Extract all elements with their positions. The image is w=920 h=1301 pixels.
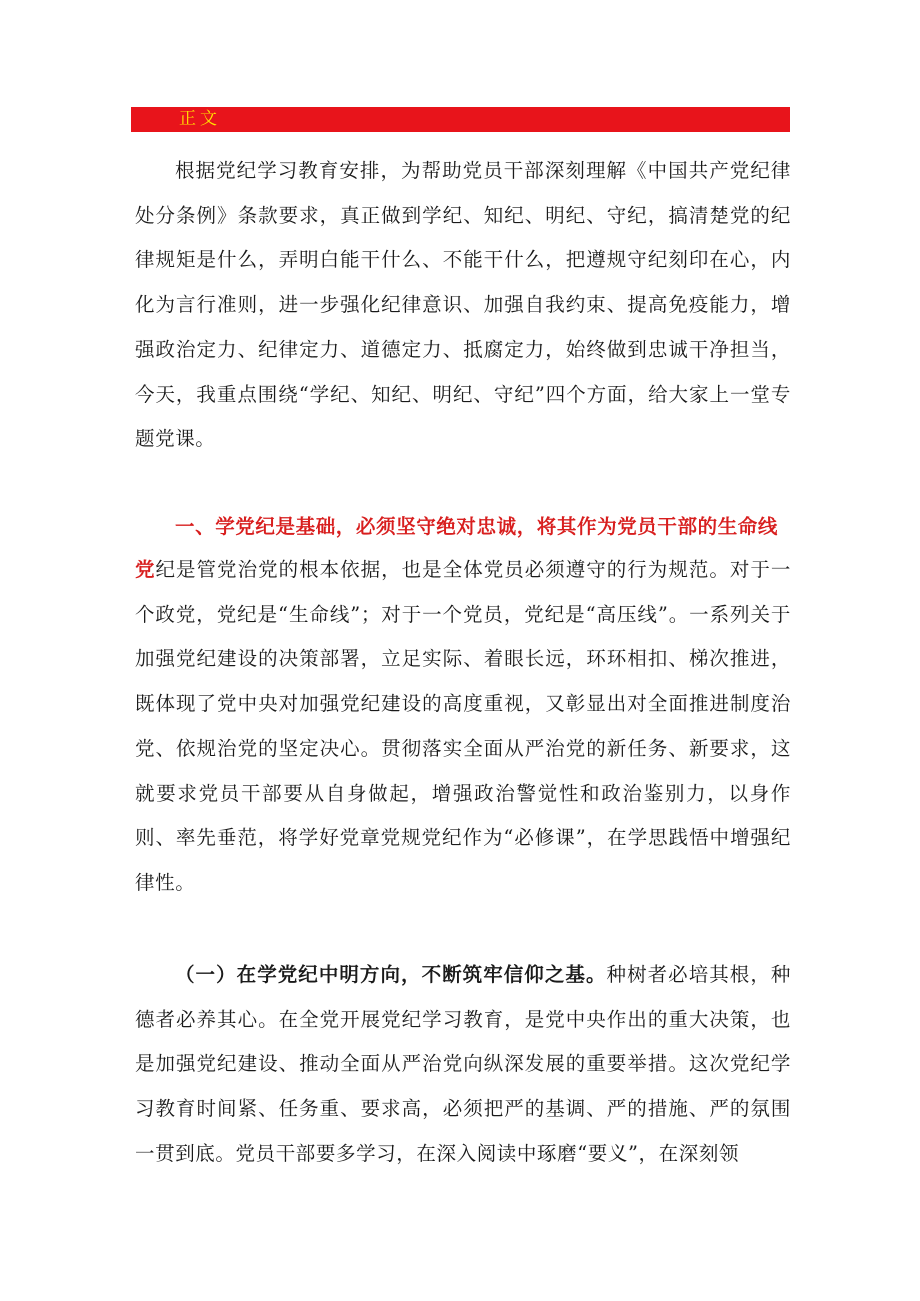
- subsection-heading: （一）在学党纪中明方向，不断筑牢信仰之基。: [175, 963, 607, 986]
- section-body-text: 纪是管党治党的根本依据，也是全体党员必须遵守的行为规范。对于一个政党，党纪是“生命线”；对于一个党员，党纪是“高压线”。一系列关于加强党纪建设的决策部署，立足实际、着眼长远，环环相扣、梯次推进，既体现了党中央对加强党纪建设的高度重视，又彰显出对全面推进制度治党、依规治党的坚定决心。贯彻落实全面从严治党的新任务、新要求，这就要求党员干部要从自身做起，增强政治警觉性和政治鉴别力，以身作则、率先垂范，将学好党章党规党纪作为“必修课”，在学思践悟中增强纪律性。: [135, 558, 791, 894]
- section-body-paragraph: [135, 548, 791, 906]
- subsection-paragraph: [135, 953, 791, 1177]
- subsection-body-text: 种树者必培其根，种德者必养其心。在全党开展党纪学习教育，是党中央作出的重大决策，也是加强党纪建设、推动全面从严治党向纵深发展的重要举措。这次党纪学习教育时间紧、任务重、要求高，必须把严的基调、严的措施、严的氛围一贯到底。党员干部要多学习，在深入阅读中琢磨“要义”，在深刻领: [135, 963, 791, 1165]
- section-heading: 一、学党纪是基础，必须坚守绝对忠诚，将其作为党员干部的生命线: [175, 515, 779, 538]
- banner-label: 正文: [179, 109, 221, 129]
- section-banner: [131, 107, 790, 132]
- intro-paragraph: 根据党纪学习教育安排，为帮助党员干部深刻理解《中国共产党纪律处分条例》条款要求，真正做到学纪、知纪、明纪、守纪，搞清楚党的纪律规矩是什么，弄明白能干什么、不能干什么，把遵规守纪刻印在心，内化为言行准则，进一步强化纪律意识、加强自我约束、提高免疫能力，增强政治定力、纪律定力、道德定力、抵腐定力，始终做到忠诚干净担当，今天，我重点围绕“学纪、知纪、明纪、守纪”四个方面，给大家上一堂专题党课。: [135, 159, 791, 451]
- section-body-first-char: 党: [135, 558, 156, 581]
